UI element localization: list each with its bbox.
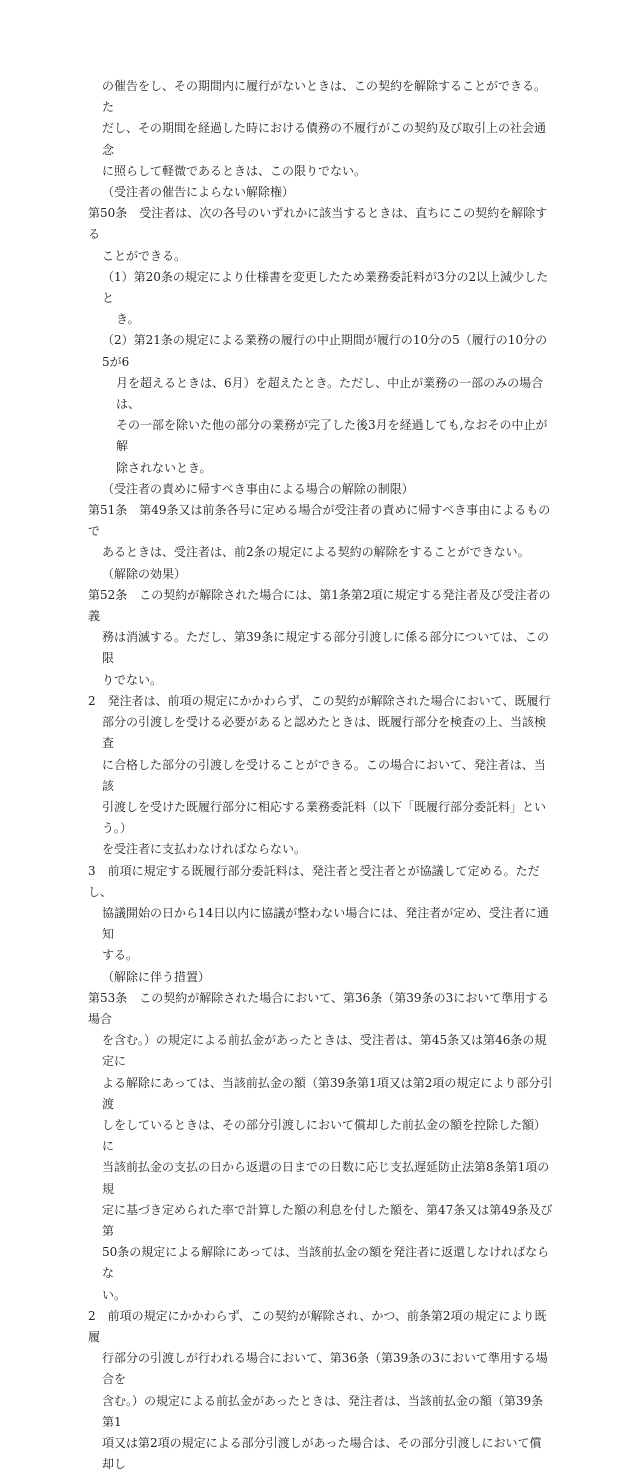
text-line: を受注者に支払わなければならない。 [102,842,307,857]
text-line: だし、その期間を経過した時における債務の不履行がこの契約及び取引上の社会通念 [102,121,547,157]
section-heading: （解除に伴う措置） [102,969,211,984]
article-line: 第50条 受注者は、次の各号のいずれかに該当するときは、直ちにこの契約を解除する [88,206,548,242]
article-line: 第53条 この契約が解除された場合において、第36条（第39条の3において準用する場合 [88,990,550,1026]
list-item-line: （1）第20条の規定により仕様書を変更したため業務委託料が3分の2以上減少したと [102,269,549,306]
text-line: 当該前払金の支払の日から返還の日までの日数に応じ支払遅延防止法第8条第1項の規 [102,1160,550,1196]
text-line: する。 [102,948,139,963]
text-line: りでない。 [102,672,163,687]
article-line: 第51条 第49条又は前条各号に定める場合が受注者の責めに帰すべき事由によるもので [88,503,551,539]
list-item-line: その一部を除いた他の部分の業務が完了した後3月を経過しても,なおその中止が解 [116,418,548,454]
text-line: 50条の規定による解除にあっては、当該前払金の額を発注者に返還しなければならな [102,1245,550,1281]
text-line: に合格した部分の引渡しを受けることができる。この場合において、発注者は、当該 [102,757,546,793]
document-body [88,76,553,1475]
text-line: 務は消滅する。ただし、第39条に規定する部分引渡しに係る部分については、この限 [102,630,550,666]
text-line: ことができる。 [102,248,187,263]
text-line: あるときは、受注者は、前2条の規定による契約の解除をすることができない。 [102,545,530,560]
section-heading: （受注者の責めに帰すべき事由による場合の解除の制限） [102,481,414,496]
text-line: 部分の引渡しを受ける必要があると認めたときは、既履行部分を検査の上、当該検査 [102,715,547,751]
list-item-line: （2）第21条の規定による業務の履行の中止期間が履行の10分の5（履行の10分の5が6 [102,333,548,369]
section-heading: （受注者の催告によらない解除権） [102,185,295,200]
text-line: を含む。）の規定による前払金があったときは、受注者は、第45条又は第46条の規定に [102,1033,547,1069]
text-line: 引渡しを受けた既履行部分に相応する業務委託料（以下「既履行部分委託料」という。） [102,799,547,836]
text-line: の催告をし、その期間内に履行がないときは、この契約を解除することができる。た [102,79,547,115]
list-item-line: 月を超えるときは、6月）を超えたとき。ただし、中止が業務の一部のみの場合は、 [116,375,544,412]
text-line: い。 [102,1287,127,1302]
text-line: 項又は第2項の規定による部分引渡しがあった場合は、その部分引渡しにおいて償却し [102,1436,542,1472]
text-line: 含む。）の規定による前払金があったときは、発注者は、当該前払金の額（第39条第1 [102,1393,544,1429]
article-line: 第52条 この契約が解除された場合には、第1条第2項に規定する発注者及び受注者の義 [88,587,551,624]
paragraph-line: 2 発注者は、前項の規定にかかわらず、この契約が解除された場合において、既履行 [88,693,551,708]
text-line: 定に基づき定められた率で計算した額の利息を付した額を、第47条又は第49条及び第 [102,1202,553,1238]
text-line: に照らして軽微であるときは、この限りでない。 [102,163,367,178]
list-item-line: 除されないとき。 [116,460,212,475]
text-line: よる解除にあっては、当該前払金の額（第39条第1項又は第2項の規定により部分引渡 [102,1075,553,1111]
text-line: 協議開始の日から14日以内に協議が整わない場合には、発注者が定め、受注者に通知 [102,905,549,942]
paragraph-line: 3 前項に規定する既履行部分委託料は、発注者と受注者とが協議して定める。ただし、 [88,863,540,899]
text-line: 行部分の引渡しが行われる場合において、第36条（第39条の3において準用する場合を [102,1351,548,1387]
paragraph-line: 2 前項の規定にかかわらず、この契約が解除され、かつ、前条第2項の規定により既履 [88,1308,547,1344]
list-item-line: き。 [116,312,140,327]
text-line: しをしているときは、その部分引渡しにおいて償却した前払金の額を控除した額）に [102,1117,547,1154]
section-heading: （解除の効果） [102,566,187,581]
